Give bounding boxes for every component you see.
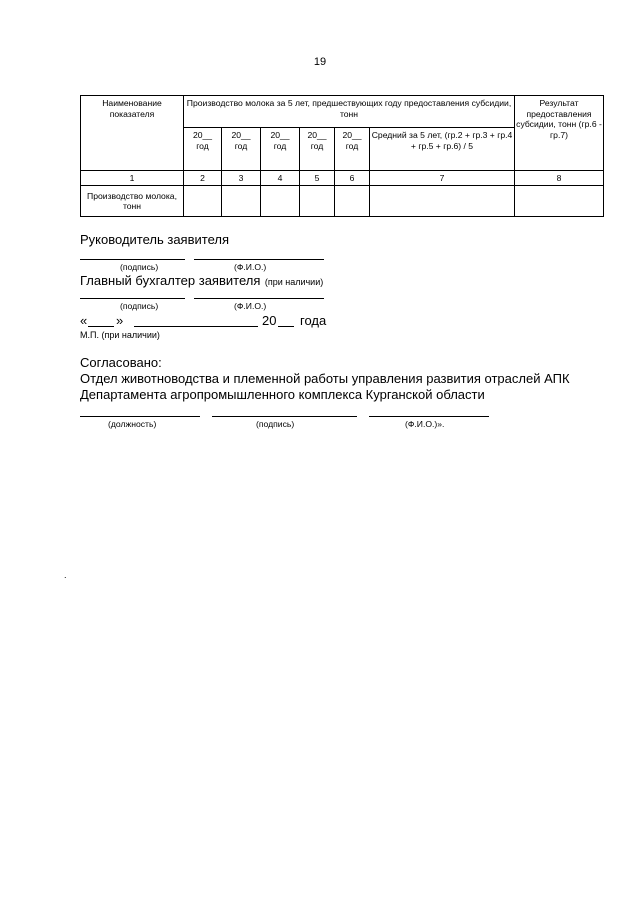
column-number: 6 <box>335 171 370 186</box>
approval-fio-caption: (Ф.И.О.)». <box>405 419 445 429</box>
header-year-4: 20__ год <box>300 128 335 171</box>
column-number: 4 <box>261 171 300 186</box>
data-cell <box>335 186 370 217</box>
head-of-applicant-label: Руководитель заявителя <box>80 232 229 247</box>
approval-department-line1: Отдел животноводства и племенной работы управления развития отраслей АПК <box>80 371 570 386</box>
accountant-fio-caption: (Ф.И.О.) <box>234 301 267 311</box>
stray-dot-mark: . <box>64 570 67 580</box>
column-number: 7 <box>370 171 515 186</box>
data-cell <box>515 186 604 217</box>
date-year-suffix: года <box>300 313 327 328</box>
header-indicator-name: Наименование показателя <box>81 96 184 171</box>
page-number: 19 <box>313 56 327 68</box>
approval-department-line2: Департамента агропромышленного комплекса Курганской области <box>80 387 485 402</box>
date-open-quote: « <box>80 313 88 328</box>
data-cell <box>300 186 335 217</box>
header-five-year-average: Средний за 5 лет, (гр.2 + гр.3 + гр.4 + гр.5 + гр.6) / 5 <box>370 128 515 171</box>
approval-signature-line <box>212 416 357 417</box>
accountant-signature-line <box>80 298 185 299</box>
data-cell <box>261 186 300 217</box>
approval-position-line <box>80 416 200 417</box>
header-production-5-years: Производство молока за 5 лет, предшествующих году предоставления субсидии, тонн <box>184 96 515 128</box>
chief-accountant-block <box>80 272 323 290</box>
date-day-line <box>88 326 114 327</box>
header-year-2: 20__ год <box>222 128 261 171</box>
accountant-signature-caption: (подпись) <box>120 301 159 311</box>
head-signature-line <box>80 259 185 260</box>
column-number: 2 <box>184 171 222 186</box>
data-cell <box>222 186 261 217</box>
chief-accountant-note: (при наличии) <box>264 277 324 287</box>
data-cell <box>370 186 515 217</box>
column-number: 8 <box>515 171 604 186</box>
date-month-line <box>134 326 258 327</box>
approval-title: Согласовано: <box>80 355 162 370</box>
header-year-1: 20__ год <box>184 128 222 171</box>
head-fio-line <box>194 259 324 260</box>
head-signature-caption: (подпись) <box>120 262 159 272</box>
head-fio-caption: (Ф.И.О.) <box>234 262 267 272</box>
approval-fio-line <box>369 416 489 417</box>
header-year-3: 20__ год <box>261 128 300 171</box>
date-close-quote: » <box>116 313 124 328</box>
header-year-5: 20__ год <box>335 128 370 171</box>
column-number: 5 <box>300 171 335 186</box>
date-year-prefix: 20 <box>262 313 277 328</box>
data-cell <box>184 186 222 217</box>
date-year-line <box>278 326 294 327</box>
chief-accountant-label: Главный бухгалтер заявителя <box>80 273 261 288</box>
approval-position-caption: (должность) <box>108 419 157 429</box>
milk-production-table <box>80 95 604 217</box>
approval-signature-caption: (подпись) <box>256 419 295 429</box>
column-number: 3 <box>222 171 261 186</box>
stamp-note: М.П. (при наличии) <box>80 330 160 340</box>
accountant-fio-line <box>194 298 324 299</box>
row-label-milk-production: Производство молока, тонн <box>81 186 184 217</box>
column-number: 1 <box>81 171 184 186</box>
header-subsidy-result: Результат предоставления субсидии, тонн (гр.6 - гр.7) <box>515 96 604 171</box>
